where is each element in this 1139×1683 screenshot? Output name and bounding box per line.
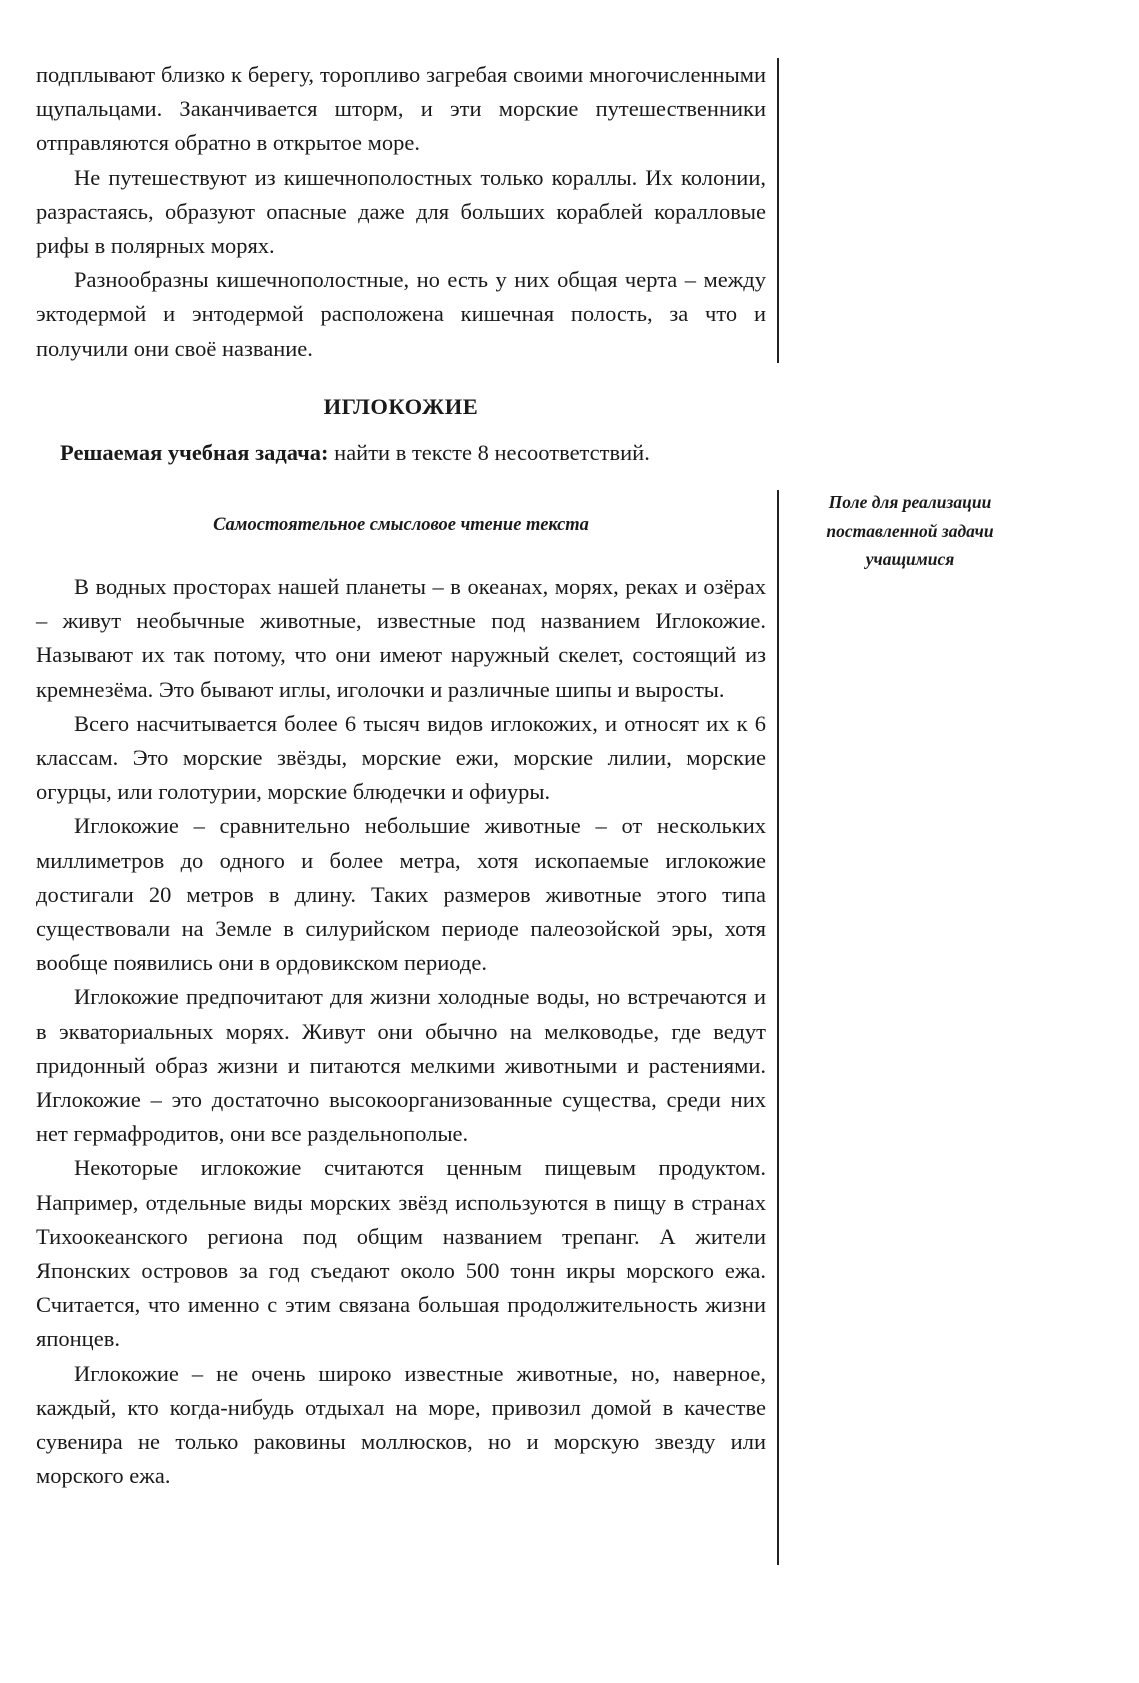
body-paragraph-2: Всего насчитывается более 6 тысяч видов иглокожих, и относят их к 6 классам. Это морские звёзды, морские ежи, морские лилии, морские огурцы, или голотурии, морские блюдечки и офиуры.: [36, 710, 766, 805]
intro-paragraph-1: подплывают близко к берегу, торопливо загребая своими многочисленными щупальцами. Заканчивается шторм, и эти морские путешественники отправляются обратно в открытое море.: [36, 62, 766, 156]
learning-task-text: найти в тексте 8 несоответствий.: [328, 440, 650, 465]
main-text-block: [36, 570, 766, 1493]
learning-task-label: Решаемая учебная задача:: [60, 440, 329, 465]
intro-paragraph-3: Разнообразны кишечнополостные, но есть у них общая черта – между эктодермой и энтодермой расположена кишечная полость, за что и получили они своё название.: [36, 267, 766, 361]
margin-note: Поле для реализации поставленной задачи учащимися: [826, 492, 994, 569]
body-paragraph-1: В водных просторах нашей планеты – в океанах, морях, реках и озёрах – живут необычные животные, известные под названием Иглокожие. Называют их так потому, что они имеют наружный скелет, состоящий из кремнезёма. Это бывают иглы, иголочки и различные шипы и выросты.: [36, 574, 766, 702]
intro-paragraph-2: Не путешествуют из кишечнополостных только кораллы. Их колонии, разрастаясь, образуют опасные даже для больших кораблей коралловые рифы в полярных морях.: [36, 164, 766, 259]
body-paragraph-6: Иглокожие – не очень широко известные животные, но, наверное, каждый, кто когда-нибудь отдыхал на море, привозил домой в качестве сувенира не только раковины моллюсков, но и морскую звезду или морского ежа.: [36, 1360, 766, 1489]
body-paragraph-4: Иглокожие предпочитают для жизни холодные воды, но встречаются и в экваториальных морях. Живут они обычно на мелководье, где ведут придонный образ жизни и питаются мелкими животными и растениями. Иглокожие – это достаточно высокоорганизованные существа, среди них нет гермафродитов, они все раздельнополые.: [36, 984, 766, 1147]
intro-text-block: [36, 58, 766, 366]
section-title: ИГЛОКОЖИЕ: [323, 394, 479, 419]
learning-task: [60, 440, 780, 466]
body-paragraph-3: Иглокожие – сравнительно небольшие животные – от нескольких миллиметров до одного и более метра, хотя ископаемые иглокожие достигали 20 метров в длину. Таких размеров животные этого типа существовали на Земле в силурийском периоде палеозойской эры, хотя вообще появились они в ордовикском периоде.: [36, 813, 766, 976]
margin-divider-top: [777, 58, 779, 363]
margin-divider-bottom: [777, 490, 779, 1565]
body-paragraph-5: Некоторые иглокожие считаются ценным пищевым продуктом. Например, отдельные виды морских звёзд используются в пищу в странах Тихоокеанского региона под общим названием трепанг. А жители Японских островов за год съедают около 500 тонн икры морского ежа. Считается, что именно с этим связана большая продолжительность жизни японцев.: [36, 1155, 766, 1352]
reading-subtitle: Самостоятельное смысловое чтение текста: [213, 515, 589, 535]
